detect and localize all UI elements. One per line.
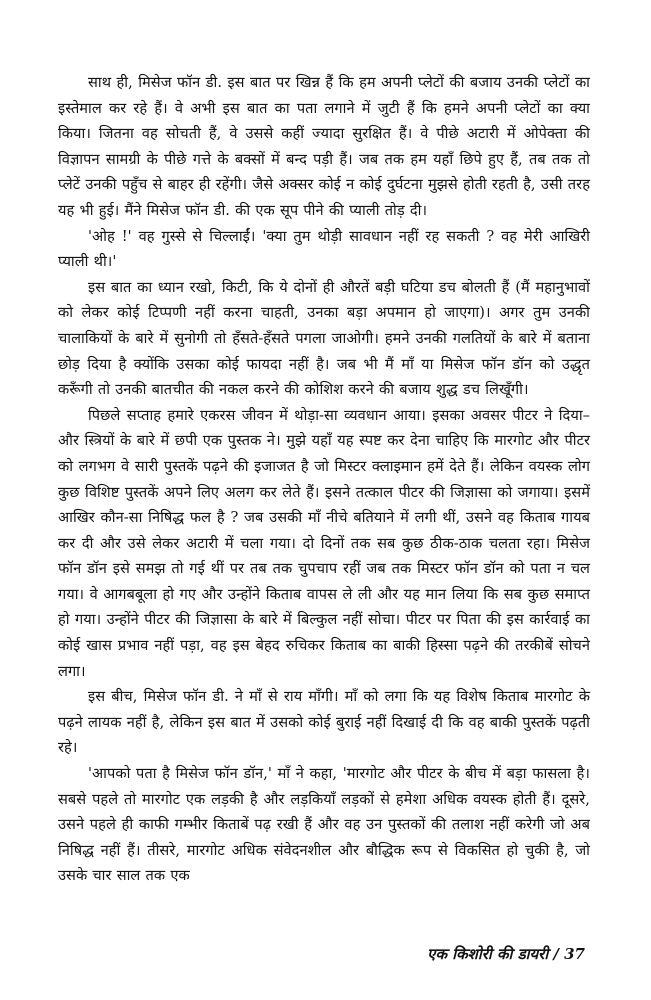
- paragraph-6: 'आपको पता है मिसेज फॉन डॉन,' माँ ने कहा, 'मारगोट और पीटर के बीच में बड़ा फासला है। सबसे पहले तो मारगोट एक लड़की है और लड़कियाँ लड़कों से हमेशा अधिक वयस्क होती हैं। दूसरे, उसने पहले ही काफी गम्भीर किताबें पढ़ रखी हैं और वह उन पुस्तकों की तलाश नहीं करेगी जो अब निषिद्ध नहीं हैं। तीसरे, मारगोट अधिक संवेदनशील और बौद्धिक रूप से विकसित हो चुकी है, जो उसके चार साल तक एक: [58, 765, 590, 885]
- paragraph-1: साथ ही, मिसेज फॉन डी. इस बात पर खिन्न हैं कि हम अपनी प्लेटों की बजाय उनकी प्लेटों का इस्तेमाल कर रहे हैं। वे अभी इस बात का पता लगाने में जुटी हैं कि हमने अपनी प्लेटों का क्या किया। जितना वह सोचती हैं, वे उससे कहीं ज्यादा सुरक्षित हैं। वे पीछे अटारी में ओपेक्ता की विज्ञापन सामग्री के पीछे गत्ते के बक्सों में बन्द पड़ी हैं। जब तक हम यहाँ छिपे हुए हैं, तब तक तो प्लेटें उनकी पहुँच से बाहर ही रहेंगी। जैसे अक्सर कोई न कोई दुर्घटना मुझसे होती रहती है, उसी तरह यह भी हुई। मैंने मिसेज फॉन डी. की एक सूप पीने की प्याली तोड़ दी।: [58, 74, 590, 219]
- running-footer: एक किशोरी की डायरी / 37: [427, 945, 585, 963]
- paragraph-5: इस बीच, मिसेज फॉन डी. ने माँ से राय माँगी। माँ को लगा कि यह विशेष किताब मारगोट के पढ़ने लायक नहीं है, लेकिन इस बात में उसको कोई बुराई नहीं दिखाई दी कि वह बाकी पुस्तकें पढ़ती रहे।: [58, 688, 590, 757]
- paragraph-4: पिछले सप्ताह हमारे एकरस जीवन में थोड़ा-सा व्यवधान आया। इसका अवसर पीटर ने दिया–और स्त्रियों के बारे में छपी एक पुस्तक ने। मुझे यहाँ यह स्पष्ट कर देना चाहिए कि मारगोट और पीटर को लगभग वे सारी पुस्तकें पढ़ने की इजाजत है जो मिस्टर क्लाइमान हमें देते हैं। लेकिन वयस्क लोग कुछ विशिष्ट पुस्तकें अपने लिए अलग कर लेते हैं। इसने तत्काल पीटर की जिज्ञासा को जगाया। इसमें आखिर कौन-सा निषिद्ध फल है ? जब उसकी माँ नीचे बतियाने में लगी थीं, उसने वह किताब गायब कर दी और उसे लेकर अटारी में चला गया। दो दिनों तक सब कुछ ठीक-ठाक चलता रहा। मिसेज फॉन डॉन इसे समझ तो गई थीं पर तब तक चुपचाप रहीं जब तक मिस्टर फॉन डॉन को पता न चल गया। वे आगबबूला हो गए और उन्होंने किताब वापस ले ली और यह मान लिया कि सब कुछ समाप्त हो गया। उन्होंने पीटर की जिज्ञासा के बारे में बिल्कुल नहीं सोचा। पीटर पर पिता की इस कार्रवाई का कोई खास प्रभाव नहीं पड़ा, वह इस बेहद रुचिकर किताब का बाकी हिस्सा पढ़ने की तरकीबें सोचने लगा।: [58, 406, 590, 680]
- paragraph-2: 'ओह !' वह गुस्से से चिल्लाईं। 'क्या तुम थोड़ी सावधान नहीं रह सकती ? वह मेरी आखिरी प्याली थी।': [58, 227, 590, 271]
- text-column: [58, 70, 590, 889]
- paragraph-3: इस बात का ध्यान रखो, किटी, कि ये दोनों ही औरतें बड़ी घटिया डच बोलती हैं (मैं महानुभावों को लेकर कोई टिप्पणी नहीं करना चाहती, उनका बड़ा अपमान हो जाएगा)। अगर तुम उनकी चालाकियों के बारे में सुनोगी तो हँसते-हँसते पगला जाओगी। हमने उनकी गलतियों के बारे में बताना छोड़ दिया है क्योंकि उसका कोई फायदा नहीं है। जब भी मैं माँ या मिसेज फॉन डॉन को उद्धृत करूँगी तो उनकी बातचीत की नकल करने की कोशिश करने की बजाय शुद्ध डच लिखूँगी।: [58, 278, 590, 399]
